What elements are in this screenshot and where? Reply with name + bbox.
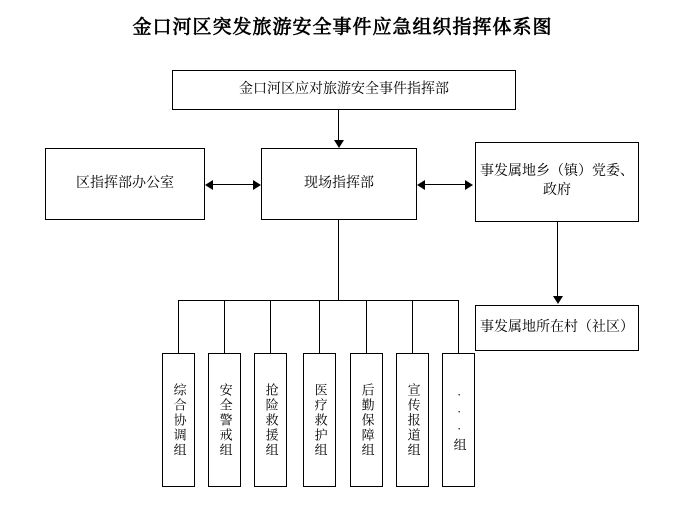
connector-township-village: [557, 222, 558, 298]
drop-group-5: [366, 300, 367, 353]
arrow-office-left: [205, 180, 213, 190]
node-group-4: 医疗救护组: [303, 353, 336, 487]
connector-onsite-bus: [338, 220, 339, 300]
node-group-7: ···组: [442, 353, 475, 487]
arrow-onsite-right: [253, 180, 261, 190]
node-onsite: 现场指挥部: [261, 148, 417, 220]
arrow-township-right: [465, 180, 473, 190]
drop-group-7: [458, 300, 459, 353]
node-office: 区指挥部办公室: [45, 148, 205, 220]
drop-group-4: [319, 300, 320, 353]
connector-hq-onsite: [338, 110, 339, 142]
node-township: 事发属地乡（镇）党委、政府: [475, 142, 639, 222]
node-village: 事发属地所在村（社区）: [475, 305, 639, 351]
drop-group-1: [178, 300, 179, 353]
drop-group-3: [270, 300, 271, 353]
arrow-hq-onsite: [334, 140, 344, 148]
node-group-6: 宣传报道组: [396, 353, 429, 487]
arrow-onsite-left: [417, 180, 425, 190]
node-group-3: 抢险救援组: [254, 353, 287, 487]
node-group-2: 安全警戒组: [208, 353, 241, 487]
node-group-5: 后勤保障组: [350, 353, 383, 487]
connector-onsite-township: [423, 184, 467, 185]
connector-office-onsite: [211, 184, 255, 185]
node-headquarters: 金口河区应对旅游安全事件指挥部: [172, 70, 516, 110]
page-title: 金口河区突发旅游安全事件应急组织指挥体系图: [132, 17, 553, 38]
drop-group-2: [224, 300, 225, 353]
arrow-township-village: [553, 296, 563, 304]
drop-group-6: [412, 300, 413, 353]
group-bus-line: [178, 300, 458, 301]
node-group-1: 综合协调组: [162, 353, 195, 487]
